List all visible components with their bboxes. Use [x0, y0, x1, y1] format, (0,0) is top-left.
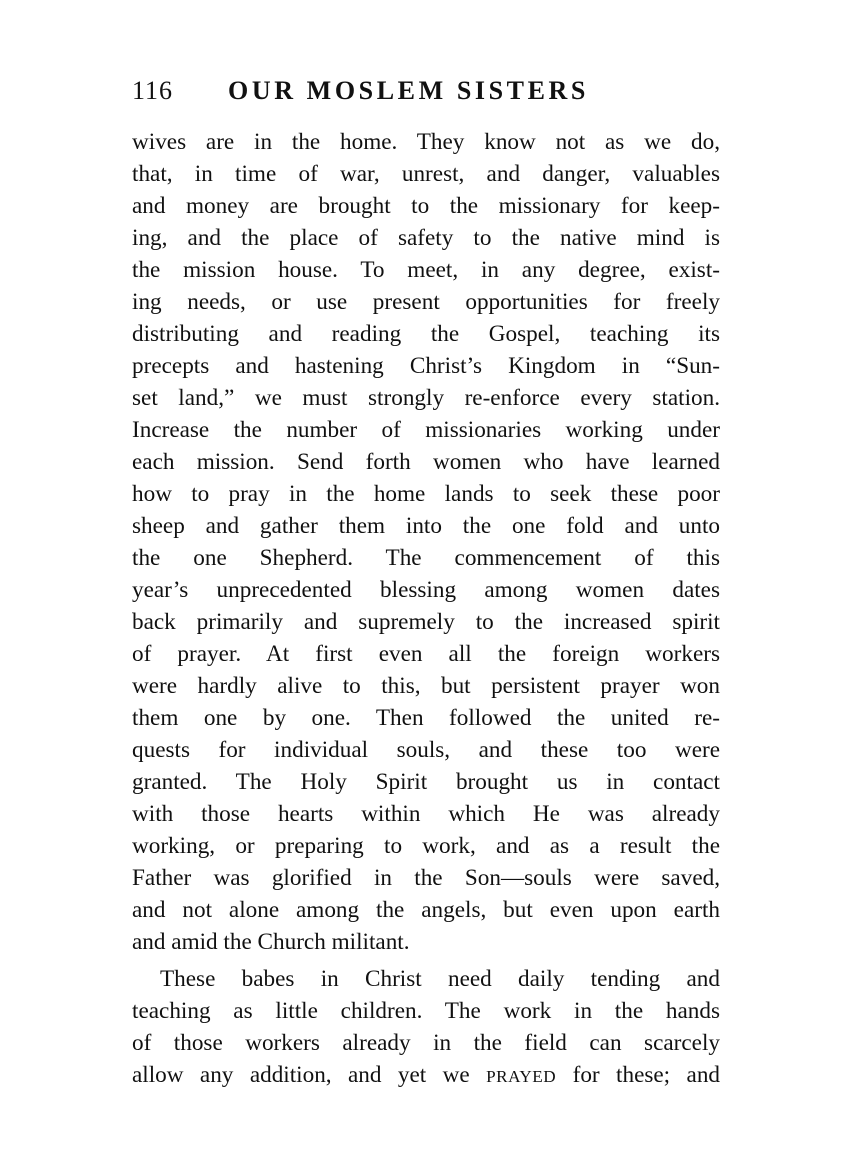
text-line: These babes in Christ need daily tending and: [160, 966, 720, 992]
running-title: OUR MOSLEM SISTERS: [228, 76, 589, 105]
text-line: working, or preparing to work, and as a result the: [132, 833, 720, 859]
page-header: [132, 74, 732, 110]
text-fragment: for these; and: [572, 1062, 721, 1088]
page-number: 116: [132, 76, 174, 105]
text-line: of those workers already in the field can scarcely: [132, 1030, 720, 1056]
text-line: ing needs, or use present opportunities for freely: [132, 289, 720, 315]
text-line: how to pray in the home lands to seek these poor: [132, 481, 720, 507]
text-line: and amid the Church militant.: [132, 929, 410, 955]
text-line: set land,” we must strongly re-enforce every station.: [132, 385, 720, 411]
text-line: that, in time of war, unrest, and danger, valuables: [132, 161, 720, 187]
text-line: the mission house. To meet, in any degree, exist-: [132, 257, 720, 283]
text-line: ing, and the place of safety to the native mind is: [132, 225, 720, 251]
text-line: each mission. Send forth women who have learned: [132, 449, 720, 475]
text-line: the one Shepherd. The commencement of this: [132, 545, 720, 571]
text-fragment: allow any addition, and yet we: [132, 1062, 470, 1088]
paragraph-2: [132, 963, 720, 1091]
text-line: Increase the number of missionaries working under: [132, 417, 720, 443]
text-line: year’s unprecedented blessing among women dates: [132, 577, 720, 603]
body-text: [132, 126, 720, 1091]
paragraph-1: [132, 126, 720, 958]
text-line: wives are in the home. They know not as we do,: [132, 129, 720, 155]
text-line: and not alone among the angels, but even upon earth: [132, 897, 720, 923]
text-line: of prayer. At first even all the foreign workers: [132, 641, 720, 667]
text-line: sheep and gather them into the one fold and unto: [132, 513, 720, 539]
text-line: distributing and reading the Gospel, teaching its: [132, 321, 720, 347]
text-line: back primarily and supremely to the increased spirit: [132, 609, 720, 635]
text-line: precepts and hastening Christ’s Kingdom in “Sun-: [132, 353, 720, 379]
smallcaps-word: PRAYED: [486, 1067, 557, 1086]
text-line: and money are brought to the missionary for keep-: [132, 193, 720, 219]
text-line: teaching as little children. The work in the hands: [132, 998, 720, 1024]
text-line: with those hearts within which He was already: [132, 801, 720, 827]
text-line: quests for individual souls, and these too were: [132, 737, 720, 763]
text-line: them one by one. Then followed the united re-: [132, 705, 720, 731]
text-line-final: [132, 1059, 720, 1091]
text-line: were hardly alive to this, but persistent prayer won: [132, 673, 720, 699]
text-line: Father was glorified in the Son—souls were saved,: [132, 865, 720, 891]
text-line: granted. The Holy Spirit brought us in contact: [132, 769, 720, 795]
